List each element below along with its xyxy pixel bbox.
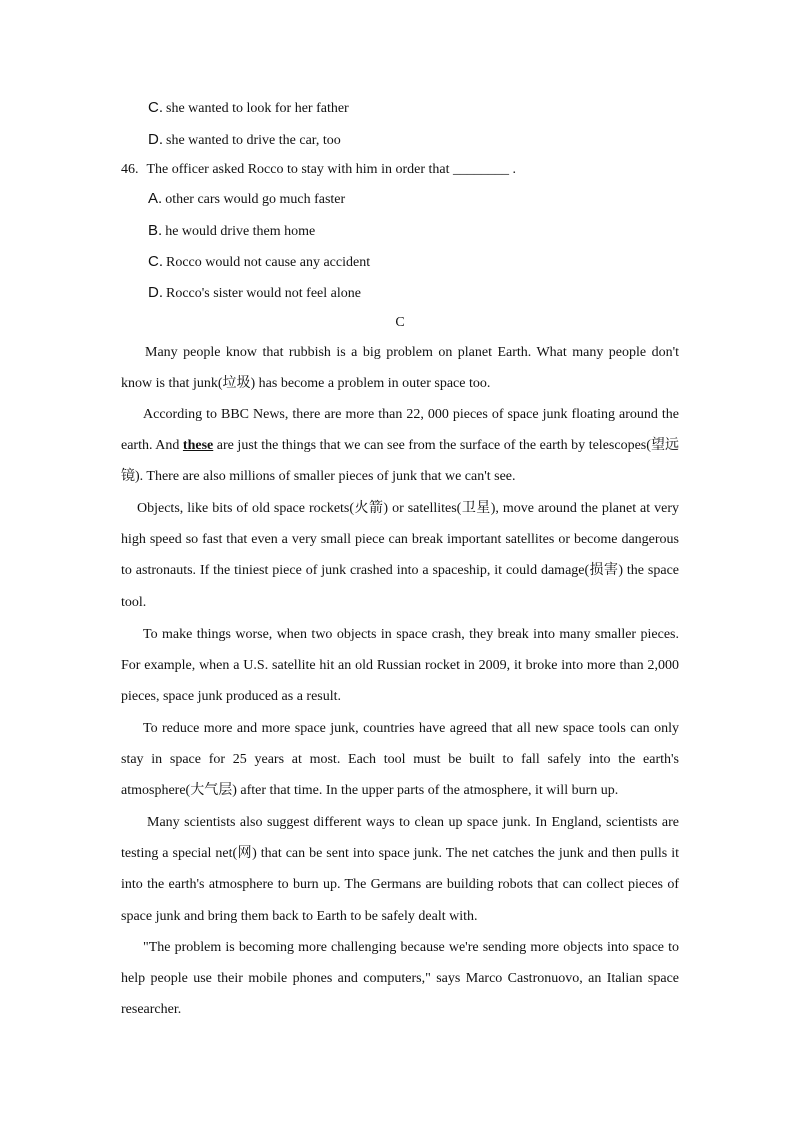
- q46-option-d: [148, 283, 361, 304]
- passage-paragraph-4: To make things worse, when two objects in space crash, they break into many smaller pieces. For example, when a U.S. satellite hit an old Russian rocket in 2009, it broke into more than 2,000 pieces, space junk produced as a result.: [121, 627, 679, 705]
- q45-option-d: [148, 130, 341, 151]
- option-letter: C.: [148, 253, 163, 270]
- passage-paragraph-2: [121, 399, 679, 493]
- paragraph-text: According to BBC News, there are more than 22, 000 pieces of space junk floating around the earth. And: [121, 407, 679, 454]
- question-number: 46.: [121, 162, 139, 177]
- q46-option-c: [148, 252, 370, 273]
- passage-paragraph-5: To reduce more and more space junk, countries have agreed that all new space tools can only stay in space for 25 years at most. Each tool must be built to fall safely into the earth's atmosphere(大气层) after that time. In the upper parts of the atmosphere, it will burn up.: [121, 721, 679, 799]
- option-text: she wanted to look for her father: [166, 101, 349, 116]
- section-heading: C: [395, 315, 405, 330]
- q45-option-c: [148, 98, 349, 119]
- option-letter: D.: [148, 284, 163, 301]
- question-text: The officer asked Rocco to stay with him in order that ________ .: [146, 162, 516, 177]
- passage-paragraph-3: Objects, like bits of old space rockets(火箭) or satellites(卫星), move around the planet at very high speed so fast that even a very small piece can break important satellites or become dangerous to astronauts. If the tiniest piece of junk crashed into a spaceship, it could damage(损害) the space tool.: [121, 501, 679, 610]
- option-letter: D.: [148, 131, 163, 148]
- passage-paragraph-6: Many scientists also suggest different ways to clean up space junk. In England, scientists are testing a special net(网) that can be sent into space junk. The net catches the junk and then pulls it into the earth's atmosphere to burn up. The Germans are building robots that can collect pieces of space junk and bring them back to Earth to be safely dealt with.: [121, 815, 679, 924]
- passage-paragraph-7: "The problem is becoming more challenging because we're sending more objects into space to help people use their mobile phones and computers," says Marco Castronuovo, an Italian space researcher.: [121, 940, 679, 1018]
- option-letter: C.: [148, 99, 163, 116]
- option-text: he would drive them home: [165, 224, 316, 239]
- emphasized-word: these: [182, 438, 214, 454]
- paragraph-text: are just the things that we can see from the surface of the earth by telescopes(望远镜). There are also millions of smaller pieces of junk that we can't see.: [121, 438, 679, 485]
- option-letter: A.: [148, 190, 163, 207]
- q46-option-b: [148, 221, 315, 242]
- option-text: she wanted to drive the car, too: [166, 133, 341, 148]
- q46-stem: [121, 160, 516, 180]
- option-text: Rocco would not cause any accident: [166, 255, 371, 270]
- option-text: Rocco's sister would not feel alone: [166, 286, 361, 301]
- q46-option-a: [148, 189, 345, 210]
- option-text: other cars would go much faster: [165, 192, 346, 207]
- passage-paragraph-1: Many people know that rubbish is a big problem on planet Earth. What many people don't know is that junk(垃圾) has become a problem in outer space too.: [121, 345, 679, 392]
- option-letter: B.: [148, 222, 163, 239]
